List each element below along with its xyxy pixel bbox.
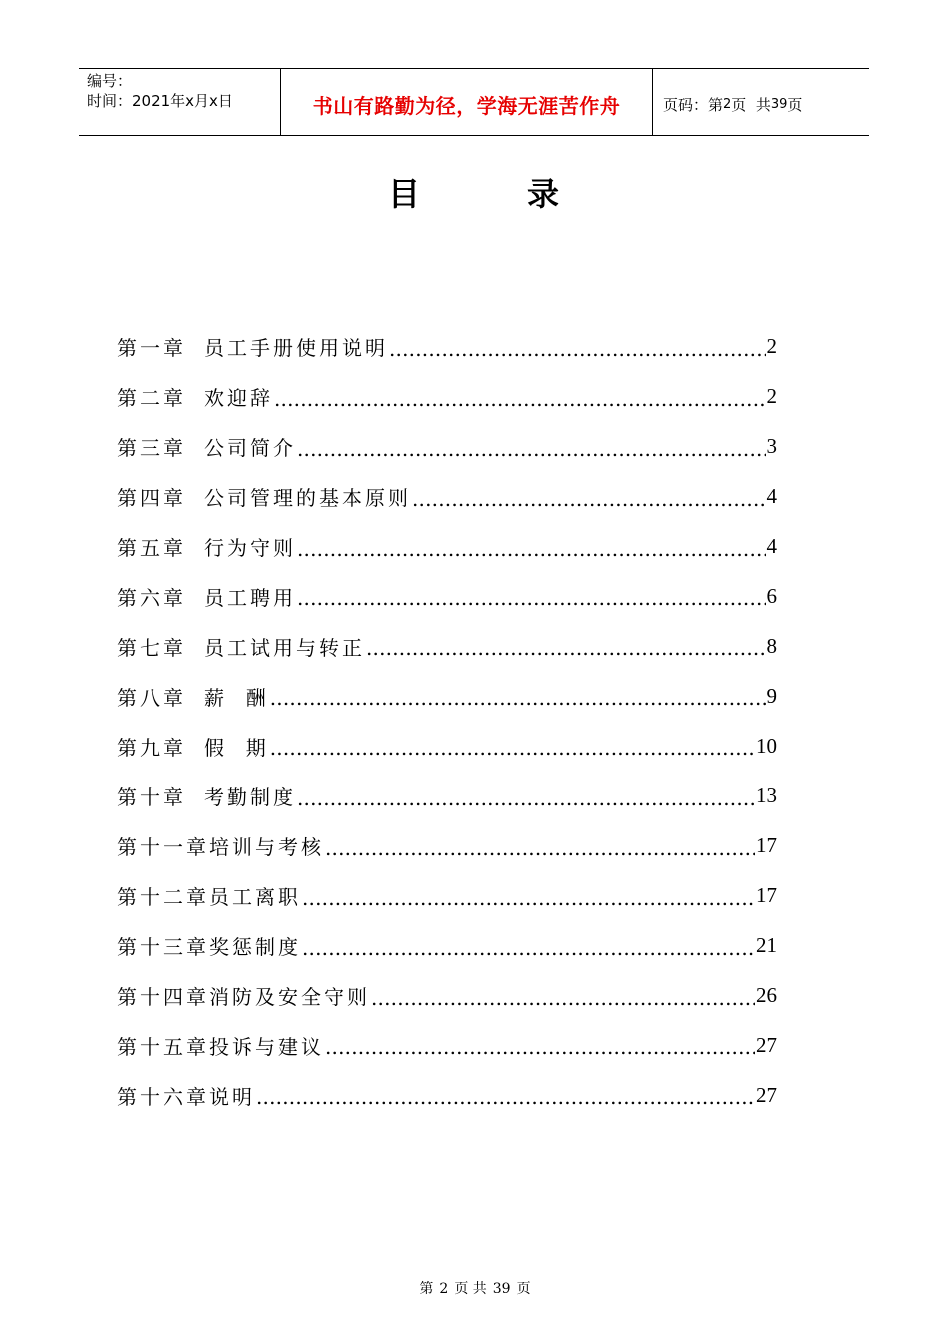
toc-page-number: 8: [766, 633, 777, 658]
footer-suffix: 页: [516, 1281, 531, 1297]
toc-page-number: 21: [756, 933, 777, 958]
toc-chapter-number: 第四章: [117, 486, 186, 511]
toc-page-number: 13: [756, 783, 777, 808]
motto-text: 书山有路勤为径，学海无涯苦作舟: [312, 93, 621, 118]
toc-chapter-name: 投诉与建议: [209, 1034, 324, 1059]
toc-title-char-1: 目: [388, 175, 421, 213]
toc-page-number: 27: [756, 1082, 777, 1107]
toc-entry[interactable]: [117, 422, 777, 472]
toc-page-number: 6: [766, 583, 777, 608]
toc-leader-dots: [302, 886, 755, 906]
toc-page-number: 26: [756, 983, 777, 1008]
toc-page-number: 17: [756, 883, 777, 908]
toc-chapter-name: 考勤制度: [204, 785, 296, 810]
toc-entry[interactable]: [117, 1070, 777, 1120]
toc-page-number: 17: [756, 833, 777, 858]
toc-entry[interactable]: [117, 322, 777, 372]
toc-leader-dots: [302, 936, 755, 956]
page-current: 2: [723, 96, 732, 112]
toc-chapter-name: 薪 酬: [204, 685, 269, 710]
toc-entry[interactable]: [117, 472, 777, 522]
toc-chapter-name: 员工试用与转正: [204, 635, 365, 660]
toc-chapter-name: 公司管理的基本原则: [204, 486, 411, 511]
header-motto-cell: [281, 69, 653, 135]
footer-current: 2: [439, 1281, 449, 1297]
toc-leader-dots: [371, 986, 755, 1006]
toc-chapter-name: 奖惩制度: [209, 935, 301, 960]
toc-chapter-number: 第三章: [117, 436, 186, 461]
footer-total: 39: [492, 1281, 511, 1297]
toc-leader-dots: [366, 636, 766, 656]
toc-leader-dots: [297, 586, 766, 606]
toc-leader-dots: [297, 437, 766, 457]
toc-page-number: 9: [766, 683, 777, 708]
toc-entry[interactable]: [117, 571, 777, 621]
page-total: 39: [770, 96, 788, 112]
toc-chapter-number: 第五章: [117, 536, 186, 560]
toc-entry[interactable]: [117, 1020, 777, 1070]
toc-leader-dots: [270, 686, 766, 706]
toc-chapter-number: 第十二章: [117, 885, 209, 910]
toc-chapter-number: 第八章: [117, 685, 186, 710]
toc-chapter-number: 第十四章: [117, 985, 209, 1010]
page-header: [79, 68, 869, 136]
toc-entry[interactable]: [117, 671, 777, 721]
toc-chapter-number: 第十六章: [117, 1084, 209, 1109]
toc-leader-dots: [325, 836, 755, 856]
toc-chapter-name: 行为守则: [204, 536, 296, 560]
toc-chapter-number: 第一章: [117, 336, 186, 361]
toc-leader-dots: [325, 1035, 755, 1055]
toc-chapter-number: 第六章: [117, 585, 186, 610]
toc-entry[interactable]: [117, 621, 777, 671]
header-info-cell: [79, 69, 281, 135]
toc-leader-dots: [297, 537, 766, 557]
serial-label: 编号：: [87, 72, 133, 90]
page-suffix: 页: [787, 95, 803, 114]
footer-prefix: 第: [419, 1281, 434, 1297]
toc-list: [117, 322, 777, 1120]
toc-page-number: 4: [766, 534, 777, 558]
page-footer: [0, 1278, 950, 1298]
toc-entry[interactable]: [117, 921, 777, 971]
toc-chapter-number: 第七章: [117, 635, 186, 660]
toc-page-number: 4: [766, 484, 777, 509]
toc-leader-dots: [256, 1085, 755, 1105]
toc-page-number: 3: [766, 434, 777, 459]
toc-chapter-name: 欢迎辞: [204, 386, 273, 411]
toc-leader-dots: [297, 786, 755, 806]
toc-page-number: 27: [756, 1032, 777, 1057]
toc-page-number: 10: [756, 733, 777, 758]
toc-chapter-number: 第十章: [117, 785, 186, 810]
toc-page-number: 2: [766, 334, 777, 359]
toc-entry[interactable]: [117, 821, 777, 871]
toc-entry[interactable]: [117, 372, 777, 422]
toc-leader-dots: [270, 736, 755, 756]
time-label: 时间：2021年x月x日: [87, 92, 233, 110]
toc-chapter-number: 第十五章: [117, 1034, 209, 1059]
toc-leader-dots: [274, 387, 766, 407]
footer-mid: 页 共: [454, 1281, 487, 1297]
toc-chapter-name: 员工离职: [209, 885, 301, 910]
toc-entry[interactable]: [117, 721, 777, 771]
toc-chapter-number: 第十三章: [117, 935, 209, 960]
toc-chapter-name: 员工聘用: [204, 585, 296, 610]
toc-entry[interactable]: [117, 771, 777, 821]
toc-title-char-2: 录: [527, 175, 560, 213]
toc-chapter-name: 消防及安全守则: [209, 985, 370, 1010]
page-label-prefix: 页码：第: [663, 95, 724, 114]
toc-entry[interactable]: [117, 971, 777, 1021]
toc-chapter-name: 说明: [209, 1084, 255, 1109]
header-page-cell: [653, 69, 869, 135]
toc-chapter-number: 第九章: [117, 735, 186, 760]
toc-entry[interactable]: [117, 871, 777, 921]
toc-chapter-name: 假 期: [204, 735, 269, 760]
toc-chapter-name: 员工手册使用说明: [204, 336, 388, 361]
toc-leader-dots: [412, 487, 766, 507]
toc-leader-dots: [389, 337, 766, 357]
toc-chapter-name: 公司简介: [204, 436, 296, 461]
toc-entry[interactable]: [117, 522, 777, 572]
toc-chapter-name: 培训与考核: [209, 835, 324, 860]
toc-chapter-number: 第二章: [117, 386, 186, 411]
page-mid: 页 共: [731, 95, 771, 114]
toc-page-number: 2: [766, 384, 777, 409]
toc-chapter-number: 第十一章: [117, 835, 209, 860]
